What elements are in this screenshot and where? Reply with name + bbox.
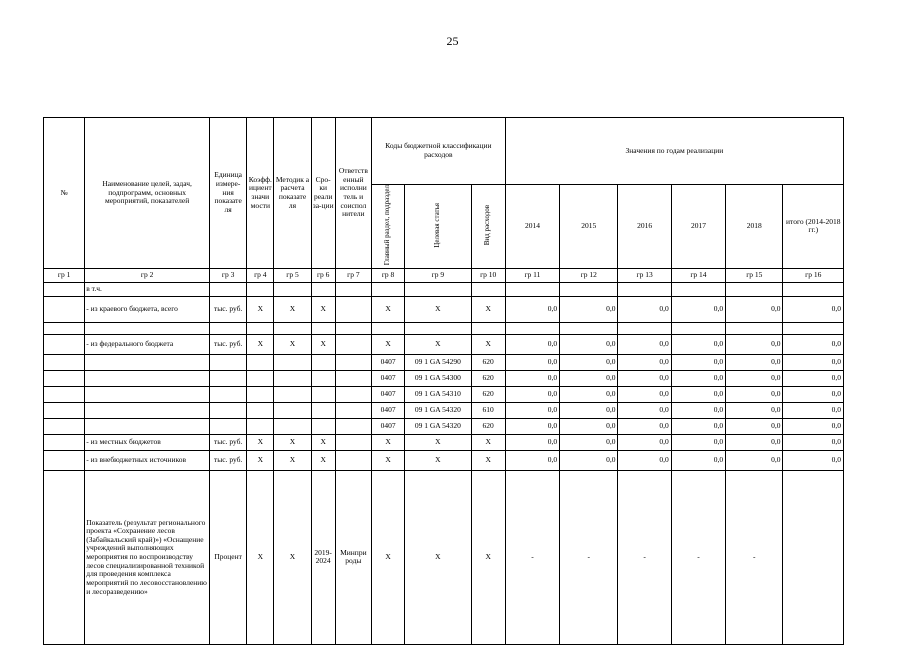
indicator-coef: X — [247, 470, 274, 644]
table-cell — [505, 282, 559, 296]
table-cell: 0,0 — [783, 434, 844, 450]
table-cell: 09 1 GA 54310 — [405, 386, 471, 402]
table-cell — [335, 370, 371, 386]
table-cell — [335, 386, 371, 402]
table-cell — [783, 322, 844, 334]
table-cell — [44, 402, 85, 418]
year-header: 2017 — [671, 185, 725, 269]
table-cell — [210, 386, 247, 402]
table-cell: 09 1 GA 54290 — [405, 354, 471, 370]
table-cell — [274, 402, 311, 418]
table-cell — [311, 370, 335, 386]
table-cell — [726, 322, 783, 334]
table-cell: 0,0 — [783, 402, 844, 418]
table-cell — [471, 322, 505, 334]
indicator-method: X — [274, 470, 311, 644]
table-cell — [560, 282, 618, 296]
col-terms-header: Сро-ки реали за-ции — [311, 118, 335, 269]
table-cell — [335, 282, 371, 296]
table-cell: X — [471, 296, 505, 322]
table-cell — [44, 322, 85, 334]
table-cell: 0407 — [371, 402, 404, 418]
table-cell — [671, 282, 725, 296]
table-cell: 0407 — [371, 370, 404, 386]
table-cell: 0,0 — [560, 386, 618, 402]
table-cell: 0,0 — [618, 334, 671, 354]
table-cell: 0,0 — [671, 334, 725, 354]
indicator-unit: Процент — [210, 470, 247, 644]
table-cell: 620 — [471, 386, 505, 402]
table-cell: 0,0 — [783, 296, 844, 322]
table-cell — [210, 322, 247, 334]
table-cell: 0,0 — [726, 354, 783, 370]
table-cell: 0,0 — [671, 386, 725, 402]
year-header: 2018 — [726, 185, 783, 269]
table-cell — [44, 296, 85, 322]
col-number: гр 8 — [371, 268, 404, 282]
table-cell — [247, 322, 274, 334]
table-cell: X — [247, 334, 274, 354]
table-cell: 0,0 — [560, 418, 618, 434]
table-cell — [335, 296, 371, 322]
table-cell: X — [405, 450, 471, 470]
table-cell: 0,0 — [618, 402, 671, 418]
table-row — [44, 322, 844, 334]
table-cell: X — [311, 450, 335, 470]
table-row — [44, 450, 844, 470]
table-cell: 0407 — [371, 418, 404, 434]
table-cell — [274, 370, 311, 386]
table-cell — [274, 282, 311, 296]
table-cell: X — [405, 434, 471, 450]
table-row — [44, 296, 844, 322]
budget-table — [43, 117, 844, 645]
table-row — [44, 418, 844, 434]
col-unit-header: Единица измере-ния показате ля — [210, 118, 247, 269]
table-cell: тыс. руб. — [210, 296, 247, 322]
table-cell — [274, 418, 311, 434]
table-cell: 0,0 — [505, 296, 559, 322]
table-cell — [210, 402, 247, 418]
table-cell: 0,0 — [505, 334, 559, 354]
table-cell: X — [274, 296, 311, 322]
table-cell: X — [471, 334, 505, 354]
table-cell: 0,0 — [618, 354, 671, 370]
table-cell — [247, 370, 274, 386]
table-cell: 0,0 — [783, 334, 844, 354]
col-number: гр 12 — [560, 268, 618, 282]
table-cell: - из краевого бюджета, всего — [85, 296, 210, 322]
table-cell: - из местных бюджетов — [85, 434, 210, 450]
table-cell — [247, 386, 274, 402]
table-cell: X — [371, 296, 404, 322]
col-method-header: Методик а расчета показате ля — [274, 118, 311, 269]
table-cell: 0,0 — [726, 296, 783, 322]
table-cell: X — [405, 334, 471, 354]
indicator-year-value: - — [618, 470, 671, 644]
indicator-row — [44, 470, 844, 644]
table-cell: 0,0 — [560, 354, 618, 370]
table-cell — [247, 418, 274, 434]
table-cell: 0,0 — [505, 450, 559, 470]
table-cell — [210, 418, 247, 434]
indicator-year-value: - — [671, 470, 725, 644]
col-name-header: Наименование целей, задач, подпрограмм, основных мероприятий, показателей — [85, 118, 210, 269]
table-cell — [247, 402, 274, 418]
table-cell: тыс. руб. — [210, 334, 247, 354]
table-cell: тыс. руб. — [210, 450, 247, 470]
col-number: гр 7 — [335, 268, 371, 282]
indicator-year-value: - — [505, 470, 559, 644]
table-cell — [44, 370, 85, 386]
table-cell — [311, 402, 335, 418]
indicator-main-code: X — [371, 470, 404, 644]
table-cell — [471, 282, 505, 296]
table-cell — [371, 282, 404, 296]
col-number: гр 14 — [671, 268, 725, 282]
page-number: 25 — [446, 34, 459, 48]
table-cell: 0,0 — [618, 434, 671, 450]
table-cell: 0,0 — [618, 418, 671, 434]
table-cell: - из федерального бюджета — [85, 334, 210, 354]
col-number: гр 2 — [85, 268, 210, 282]
table-cell: 0,0 — [505, 402, 559, 418]
table-cell — [335, 334, 371, 354]
table-cell: 620 — [471, 370, 505, 386]
indicator-terms: 2019-2024 — [311, 470, 335, 644]
table-cell — [311, 418, 335, 434]
table-cell: 0,0 — [505, 418, 559, 434]
table-cell: 0407 — [371, 386, 404, 402]
col-number: гр 16 — [783, 268, 844, 282]
table-cell: X — [371, 450, 404, 470]
table-cell — [311, 322, 335, 334]
table-row — [44, 370, 844, 386]
table-cell: 0,0 — [505, 386, 559, 402]
table-cell: X — [371, 434, 404, 450]
table-cell: тыс. руб. — [210, 434, 247, 450]
table-cell — [44, 418, 85, 434]
table-cell — [405, 322, 471, 334]
col-num-header: № — [44, 118, 85, 269]
table-cell: X — [274, 434, 311, 450]
target-item-header: Целевая статья — [405, 185, 471, 269]
table-cell: 0,0 — [671, 418, 725, 434]
table-cell — [274, 322, 311, 334]
table-cell: X — [311, 296, 335, 322]
indicator-total — [783, 470, 844, 644]
table-cell: 0,0 — [671, 450, 725, 470]
table-cell: 0,0 — [671, 296, 725, 322]
table-cell: 0,0 — [726, 450, 783, 470]
table-cell — [44, 354, 85, 370]
table-cell: 0,0 — [783, 418, 844, 434]
table-cell: 0,0 — [726, 434, 783, 450]
table-cell: 09 1 GA 54320 — [405, 402, 471, 418]
table-cell — [247, 354, 274, 370]
table-cell: 0,0 — [560, 334, 618, 354]
table-cell — [44, 334, 85, 354]
table-cell: 0,0 — [783, 450, 844, 470]
col-number: гр 3 — [210, 268, 247, 282]
table-cell — [335, 450, 371, 470]
col-number: гр 5 — [274, 268, 311, 282]
table-row — [44, 386, 844, 402]
values-header: Значения по годам реализации — [505, 118, 843, 185]
table-cell — [44, 450, 85, 470]
year-header: 2016 — [618, 185, 671, 269]
table-cell: в т.ч. — [85, 282, 210, 296]
table-cell: 0,0 — [783, 354, 844, 370]
table-cell — [560, 322, 618, 334]
table-cell — [505, 322, 559, 334]
table-cell: X — [247, 296, 274, 322]
col-number: гр 1 — [44, 268, 85, 282]
table-cell — [405, 282, 471, 296]
col-number: гр 4 — [247, 268, 274, 282]
table-cell: 0,0 — [726, 334, 783, 354]
exp-type-header: Вид расходов — [471, 185, 505, 269]
col-number: гр 13 — [618, 268, 671, 282]
table-cell: 0,0 — [560, 370, 618, 386]
table-cell — [44, 386, 85, 402]
table-cell — [274, 354, 311, 370]
col-number: гр 10 — [471, 268, 505, 282]
table-cell: 0,0 — [726, 386, 783, 402]
table-cell — [85, 418, 210, 434]
table-cell: 0,0 — [783, 386, 844, 402]
table-cell: 0,0 — [726, 370, 783, 386]
col-number: гр 15 — [726, 268, 783, 282]
indicator-year-value: - — [560, 470, 618, 644]
table-cell: 0,0 — [618, 386, 671, 402]
table-cell — [335, 354, 371, 370]
table-cell — [247, 282, 274, 296]
table-cell: 0,0 — [671, 354, 725, 370]
table-cell — [371, 322, 404, 334]
table-cell — [85, 402, 210, 418]
table-cell: X — [371, 334, 404, 354]
table-cell: 610 — [471, 402, 505, 418]
table-cell — [210, 282, 247, 296]
table-cell: 620 — [471, 418, 505, 434]
table-cell — [210, 354, 247, 370]
table-cell — [85, 386, 210, 402]
table-cell: X — [311, 434, 335, 450]
table-cell: 0,0 — [560, 434, 618, 450]
table-cell — [210, 370, 247, 386]
column-number-row — [44, 268, 844, 282]
table-cell — [85, 354, 210, 370]
indicator-resp: Минпри роды — [335, 470, 371, 644]
table-cell — [44, 434, 85, 450]
budget-codes-header: Коды бюджетной классификации расходов — [371, 118, 505, 185]
col-coef-header: Коэфф. ициент значи мости — [247, 118, 274, 269]
table-cell — [335, 402, 371, 418]
table-cell: X — [247, 450, 274, 470]
table-row — [44, 282, 844, 296]
table-cell — [335, 418, 371, 434]
table-cell — [726, 282, 783, 296]
table-cell: 0,0 — [505, 434, 559, 450]
table-cell — [311, 282, 335, 296]
indicator-name: Показатель (результат регионального проекта «Сохранение лесов (Забайкальский край)») «Оснащение учреждений выполняющих мероприятия по воспроизводству лесов специализированной техникой для проведения комплекса мероприятий по лесовосстановлению и лесоразведению» — [85, 470, 210, 644]
table-cell — [783, 282, 844, 296]
table-cell — [335, 434, 371, 450]
table-cell: 620 — [471, 354, 505, 370]
table-cell: 0,0 — [618, 296, 671, 322]
total-header: итого (2014-2018 гг.) — [783, 185, 844, 269]
table-cell: 09 1 GA 54320 — [405, 418, 471, 434]
table-cell: 0,0 — [560, 402, 618, 418]
table-cell: 0,0 — [671, 370, 725, 386]
table-cell: X — [471, 434, 505, 450]
table-row — [44, 354, 844, 370]
table-cell: 0,0 — [505, 354, 559, 370]
col-number: гр 9 — [405, 268, 471, 282]
table-cell: 0,0 — [671, 402, 725, 418]
table-cell: - из внебюджетных источников — [85, 450, 210, 470]
table-cell: X — [247, 434, 274, 450]
table-cell: X — [311, 334, 335, 354]
col-number: гр 11 — [505, 268, 559, 282]
indicator-exp-type: X — [471, 470, 505, 644]
table-cell: X — [274, 450, 311, 470]
col-number: гр 6 — [311, 268, 335, 282]
year-header: 2014 — [505, 185, 559, 269]
main-code-header: Главный раздел, подраздел — [371, 185, 404, 269]
table-cell — [85, 370, 210, 386]
table-cell: 0407 — [371, 354, 404, 370]
table-cell: X — [471, 450, 505, 470]
year-header: 2015 — [560, 185, 618, 269]
table-cell: 0,0 — [783, 370, 844, 386]
table-row — [44, 402, 844, 418]
table-cell — [44, 470, 85, 644]
table-cell: X — [274, 334, 311, 354]
table-cell: 0,0 — [618, 370, 671, 386]
table-cell — [274, 386, 311, 402]
indicator-target-item: X — [405, 470, 471, 644]
table-cell: 0,0 — [726, 402, 783, 418]
table-cell — [311, 354, 335, 370]
table-cell: 09 1 GA 54300 — [405, 370, 471, 386]
table-cell: 0,0 — [671, 434, 725, 450]
table-row — [44, 334, 844, 354]
table-cell — [618, 322, 671, 334]
indicator-year-value: - — [726, 470, 783, 644]
table-cell: X — [405, 296, 471, 322]
table-cell — [335, 322, 371, 334]
table-cell — [311, 386, 335, 402]
table-row — [44, 434, 844, 450]
table-cell: 0,0 — [618, 450, 671, 470]
table-cell: 0,0 — [560, 450, 618, 470]
table-cell: 0,0 — [560, 296, 618, 322]
table-cell — [85, 322, 210, 334]
table-cell — [618, 282, 671, 296]
table-cell: 0,0 — [505, 370, 559, 386]
table-cell — [44, 282, 85, 296]
table-cell: 0,0 — [726, 418, 783, 434]
table-cell — [671, 322, 725, 334]
col-resp-header: Ответств енный исполни тель и соиспол нители — [335, 118, 371, 269]
